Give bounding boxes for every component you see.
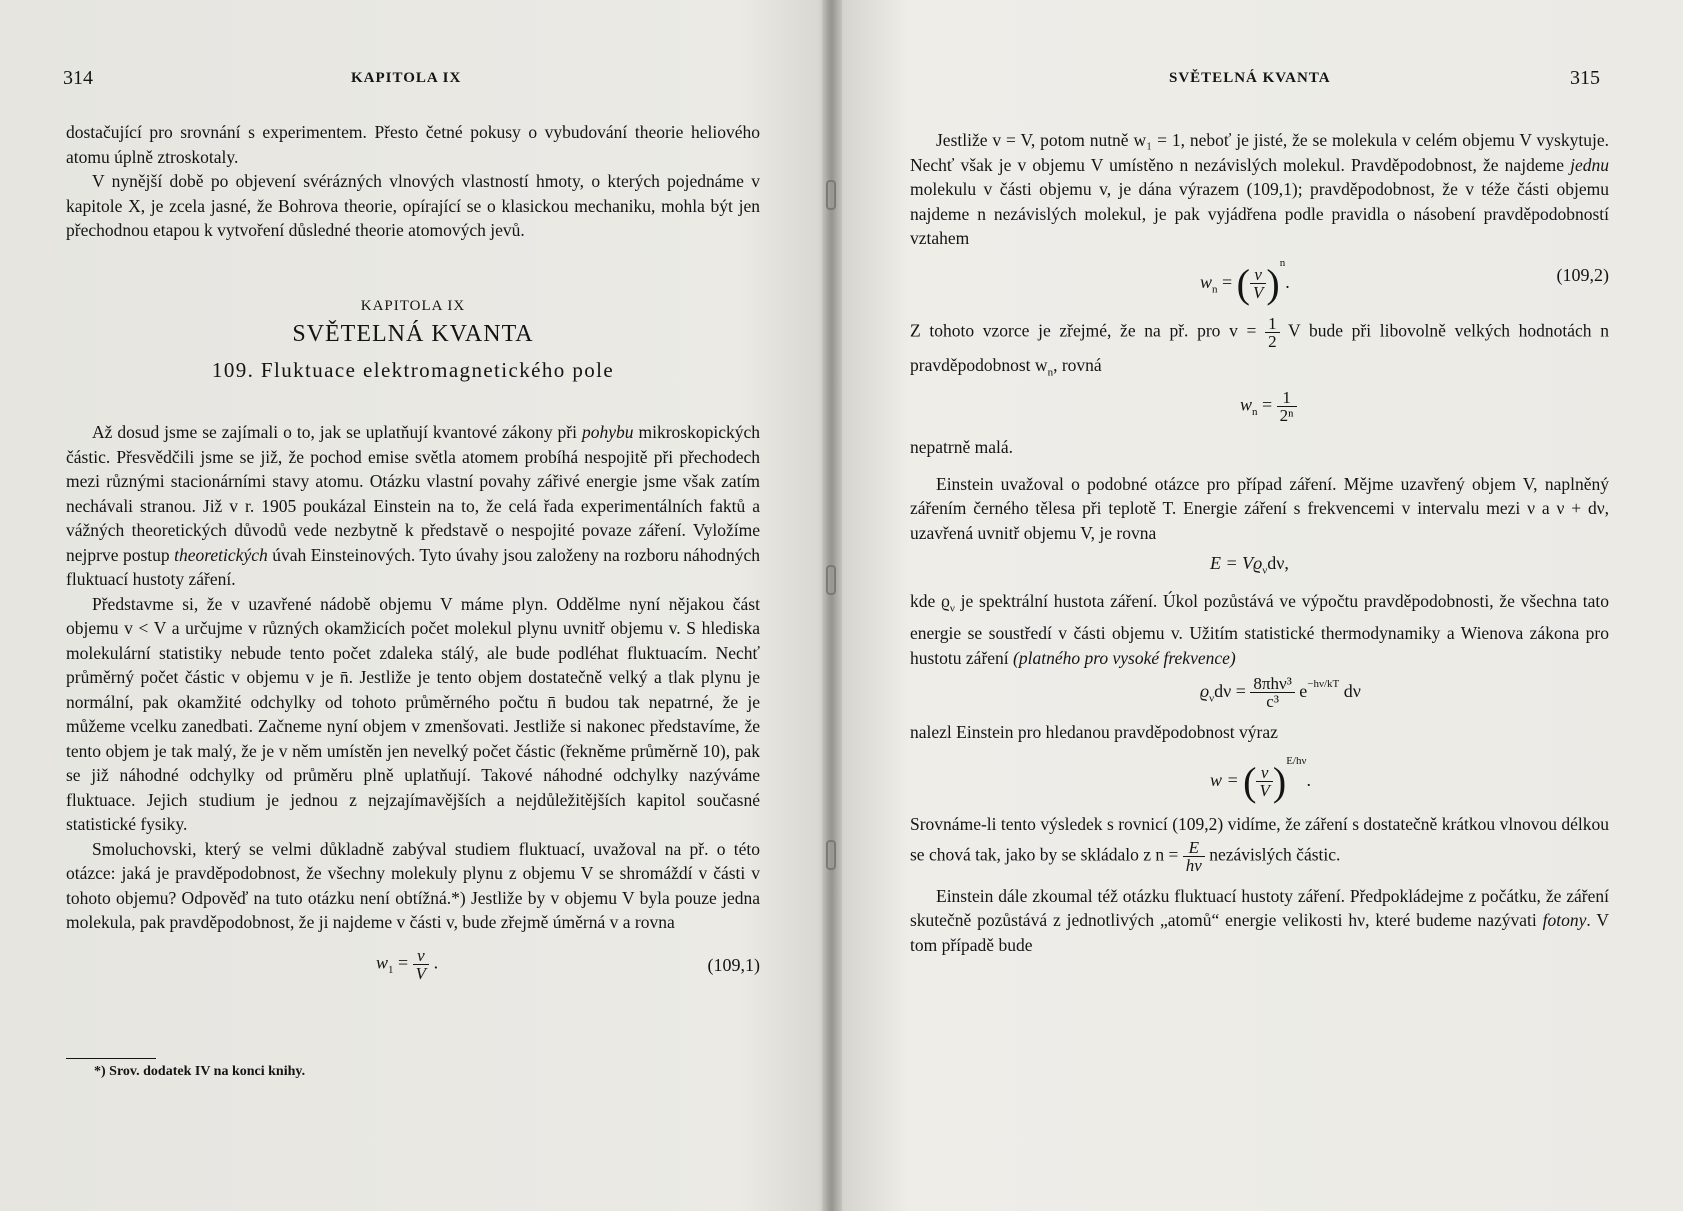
footnote-rule [66,1058,156,1059]
equation-number: (109,2) [1556,264,1609,285]
equation-energy: $E = Vϱ_\nu d\nu$, [1210,553,1289,577]
paragraph: kde $ϱ_\nu$ je spektrální hustota záření. Úkol pozůstává ve výpočtu pravděpodobnosti, že všechna tato energie se soustředí v části objemu v. Užitím statistické thermodynamiky a Wienova zákona pro hustotu záření (platného pro vysoké frekvence) [910,591,1609,668]
running-head-right: SVĚTELNÁ KVANTA [1169,70,1331,86]
section-title: 109. Fluktuace elektromagnetického pole [211,358,615,382]
left-body [66,420,760,989]
equation-109-1: $w_1$ = $\frac{v}{V}$ . (109,1) [376,945,760,983]
paragraph: Z tohoto vzorce je zřejmé, že na př. pro v = $\frac{1}{2}$ V bude při libovolně velkých hodnotách n pravděpodobnost $w_n$, rovná [910,313,1609,378]
equation-wien: $ϱ_\nu d\nu$ = $\frac{\text{8πhν³}}{\text{c³}}$ $e^{-h\nu/kT}$ dν [1200,674,1361,712]
left-page [0,0,826,1211]
paragraph: Až dosud jsme se zajímali o to, jak se uplatňují kvantové zákony při pohybu mikroskopických částic. Přesvědčili jsme se již, že pochod emise světla atomem probíhá nespojitě při přechodech mezi různými stacionárními stavy atomu. Otázku vlastní povahy zářivé energie jsme však zatím nechávali stranou. Již v r. 1905 poukázal Einstein na to, že celá řada experimentálních faktů a vážných theoretických důvodů vede nezbytně k představě o nespojité povaze záření. Vyložíme nejprve postup theoretických úvah Einsteinových. Tyto úvahy jsou založeny na rozboru náhodných fluktuací hustoty záření. [66,422,760,589]
chapter-heading [66,298,760,383]
right-page [842,0,1683,1211]
binding-stitch [826,180,836,210]
paragraph: Einstein dále zkoumal též otázku fluktuací hustoty záření. Předpokládejme z počátku, že záření skutečně pozůstává z jednotlivých „atomů“ energie velikosti hν, které budeme nazývati fotony. V tom případě bude [910,885,1609,955]
paragraph: Srovnáme-li tento výsledek s rovnicí (109,2) vidíme, že záření s dostatečně krátkou vlnovou délkou se chová tak, jako by se skládalo z n = $\frac{E}{h\nu}$ nezávislých částic. [910,813,1609,875]
chapter-label: KAPITOLA IX [360,298,466,314]
paragraph: V nynější době po objevení svérázných vlnových vlastností hmoty, o kterých pojednáme v kapitole X, je zcela jasné, že Bohrova theorie, opírající se o klasickou mechaniku, mohla být jen přechodnou etapou k vytvoření důsledné theorie atomových jevů. [66,171,760,240]
page-number-right: 315 [1570,67,1600,89]
paragraph: Smoluchovski, který se velmi důkladně zabýval studiem fluktuací, uvažoval na př. o této otázce: jaká je pravděpodobnost, že všechny molekuly plynu z objemu V se shromáždí v části v tohoto objemu? Odpověď na tuto otázku není obtížná.*) Jestliže by v objemu V byla pouze jedna molekula, pak pravděpodobnost, že ji najdeme v části v, bude zřejmě úměrná v a rovna [66,838,760,932]
equation-w: w = ( $\frac{v}{V}$ )$^{E/h\nu}$. [1210,754,1311,804]
left-intro [66,120,760,243]
right-body [910,128,1609,957]
binding-stitch [826,565,836,595]
page-number-left: 314 [63,67,93,89]
footnote: *) Srov. dodatek IV na konci knihy. [94,1064,306,1079]
paragraph: Jestliže v = V, potom nutně w₁ = 1, neboť je jisté, že se molekula v celém objemu V vyskytuje. Nechť však je v objemu V umístěno n nezávislých molekul. Pravděpodobnost, že najdeme jednu molekulu v části objemu v, je dána výrazem (109,1); pravděpodobnost, že v téže části objemu najdeme n nezávislých molekul, je pak vyjádřena podle pravidla o násobení pravděpodobností vztahem [910,130,1609,248]
paragraph: dostačující pro srovnání s experimentem. Přesto četné pokusy o vybudování theorie heliového atomu úplně ztroskotaly. [66,122,760,167]
running-head-left: KAPITOLA IX [351,70,462,86]
paragraph: nepatrně malá. [910,437,1014,457]
equation-wn: $w_n$ = $\frac{1}{\text{2ⁿ}}$ [910,387,1609,435]
equation-number: (109,1) [707,954,760,975]
paragraph: Představme si, že v uzavřené nádobě objemu V máme plyn. Oddělme nyní nějakou část objemu v < V a určujme v různých okamžicích počet molekul plynu uvnitř objemu v. S hlediska molekulární statistiky nebude tento počet zdaleka stálý, ale bude podléhat fluktuacím. Nechť průměrný počet částic v objemu v je n̄. Jestliže je tento objem dostatečně velký a tlak plynu je normální, pak okamžité odchylky od tohoto průměrného počtu n̄ budou tak nepatrné, že je můžeme vcelku zanedbati. Začneme nyní objem v zmenšovati. Jestliže si nakonec představíme, že tento objem je tak malý, že je v něm umístěn jen nevelký počet částic (řekněme průměrně 10), pak se již náhodné odchylky od průměru plně uplatňují. Takové náhodné odchylky nazýváme fluktuace. Jejich studium je jednou z nejzajímavějších a nejdůležitějších kapitol současné statistické fysiky. [66,593,760,834]
paragraph: Einstein uvažoval o podobné otázce pro případ záření. Mějme uzavřený objem V, naplněný zářením černého tělesa při teplotě T. Energie záření s frekvencemi v intervalu mezi ν a ν + dν, uzavřená uvnitř objemu V, je rovna [910,473,1609,543]
binding-stitch [826,840,836,870]
chapter-title: SVĚTELNÁ KVANTA [292,321,534,347]
paragraph: nalezl Einstein pro hledanou pravděpodobnost výraz [910,722,1278,742]
equation-109-2: $w_n$ = ( $\frac{v}{V}$ )$^n$. (109,2) [1200,256,1609,306]
